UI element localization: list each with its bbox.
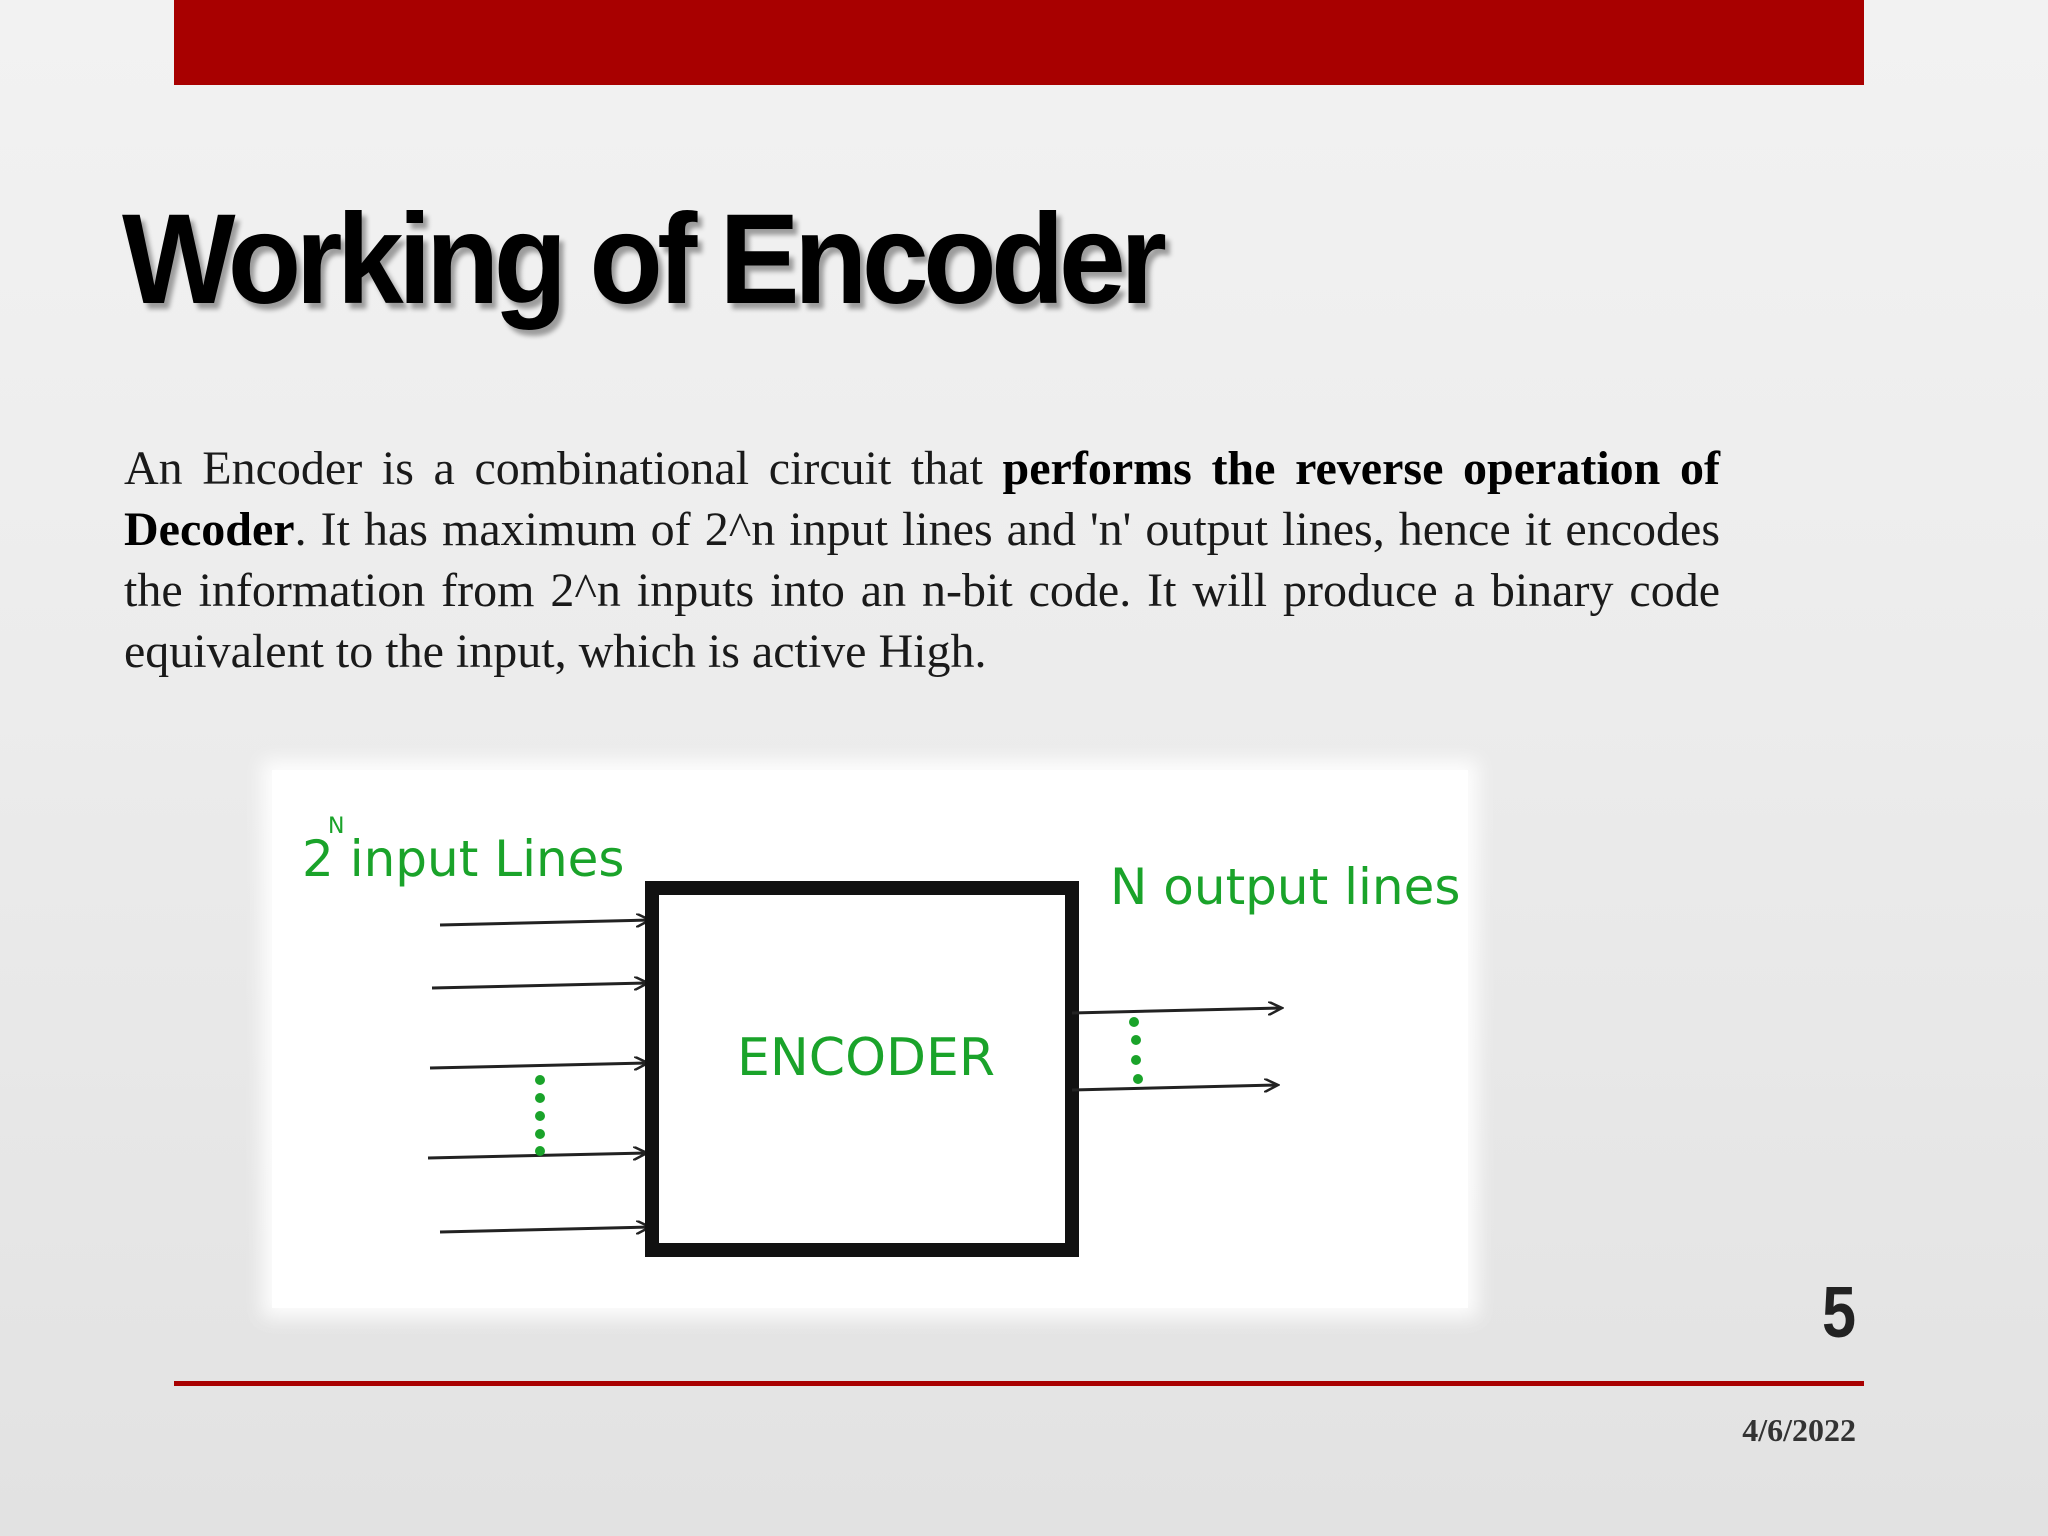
bottom-divider [174,1381,1864,1386]
top-accent-bar [174,0,1864,85]
encoder-diagram [272,770,1468,1308]
output-ellipsis-dots [1129,1017,1143,1084]
input-label-text: input Lines [333,830,625,888]
input-line-3 [430,1063,648,1068]
slide-number: 5 [1821,1273,1856,1353]
input-line-1 [440,920,650,925]
output-line-2 [1072,1085,1278,1090]
output-line-1 [1072,1008,1282,1013]
input-label-base: 2 [302,830,334,888]
body-bold-phrase: performs the reverse operation of Decoder [124,442,1720,556]
slide-body-text [124,438,1720,682]
input-line-5 [440,1227,650,1232]
slide-title: Working of Encoder [122,188,1162,331]
input-label-superscript: N [328,814,345,839]
encoder-box-label: ENCODER [737,1028,996,1088]
input-ellipsis-dots [535,1075,545,1156]
slide-date: 4/6/2022 [1742,1412,1856,1448]
output-lines-label: N output lines [1110,858,1461,916]
input-line-2 [432,983,648,988]
body-intro: An Encoder is a combinational circuit that [124,442,1003,495]
input-lines-label [302,814,625,888]
body-rest: . It has maximum of 2^n input lines and 'n' output lines, hence it encodes the information from 2^n inputs into an n-bit code. It will produce a binary code equivalent to the input, which is active High. [124,503,1720,678]
